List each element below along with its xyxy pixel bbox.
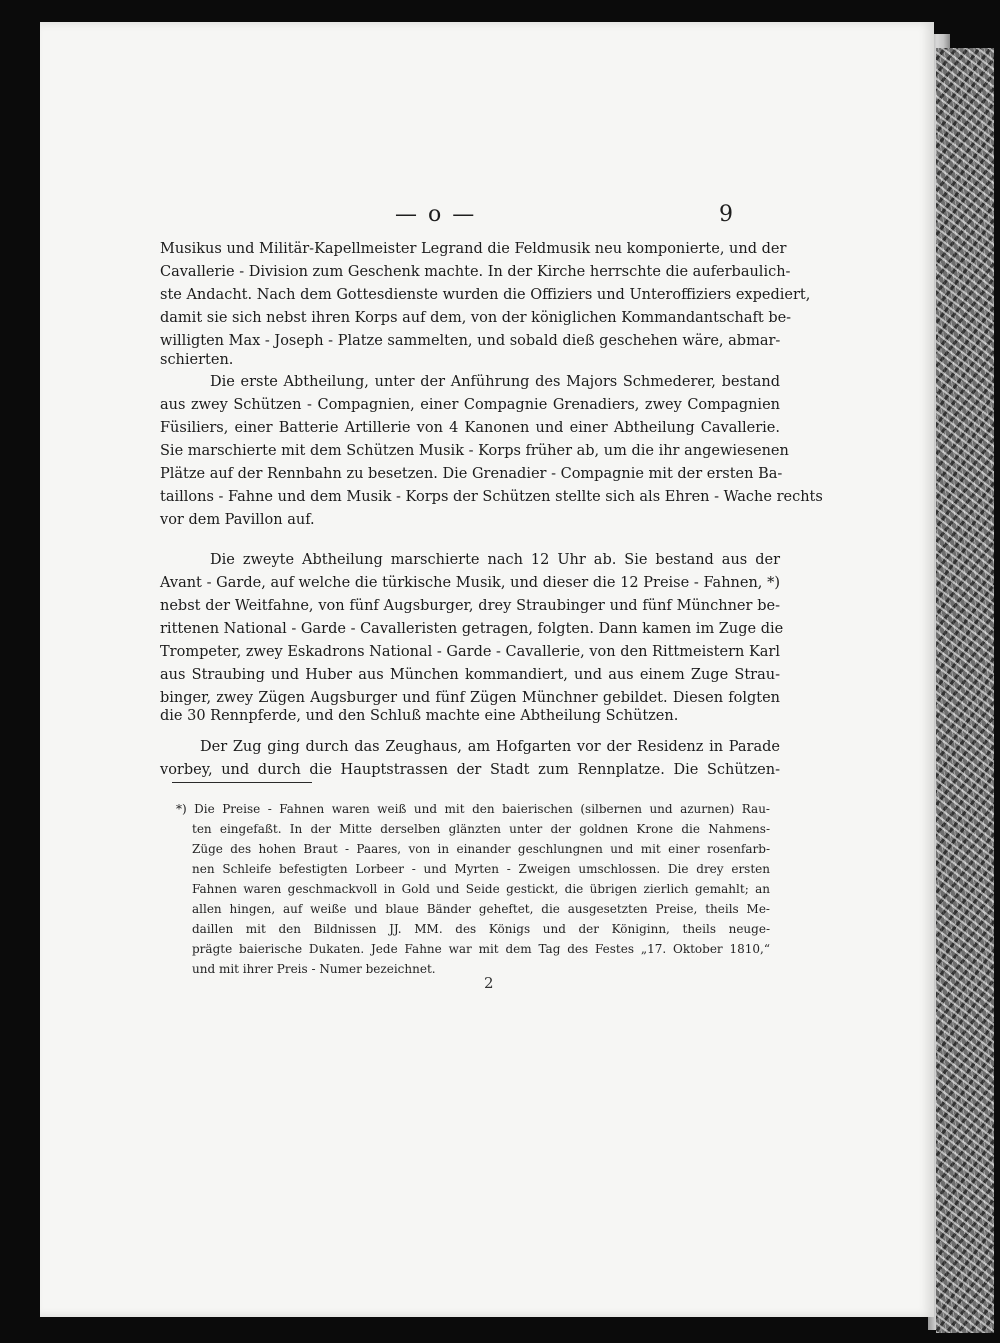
text-line: die 30 Rennpferde, und den Schluß machte eine Abtheilung Schützen. <box>160 708 679 724</box>
text-line: Avant - Garde, auf welche die türkische Musik, und dieser die 12 Preise - Fahnen, *) <box>160 575 780 591</box>
footnote-line: *) Die Preise - Fahnen waren weiß und mit den baierischen (silbernen und azurnen) Rau- <box>176 802 770 816</box>
text-line: ste Andacht. Nach dem Gottesdienste wurden die Offiziers und Unteroffiziers expediert, <box>160 287 811 303</box>
text-line: rittenen National - Garde - Cavalleristen getragen, folgten. Dann kamen im Zuge die <box>160 621 784 637</box>
text-line: Plätze auf der Rennbahn zu besetzen. Die Grenadier - Compagnie mit der ersten Ba- <box>160 466 783 482</box>
page-number: 9 <box>719 202 733 227</box>
text-line: Sie marschierte mit dem Schützen Musik - Korps früher ab, um die ihr angewiesenen <box>160 443 789 459</box>
footnote-line: Züge des hohen Braut - Paares, von in einander geschlungnen und mit einer rosenfarb- <box>192 842 770 856</box>
text-line: vor dem Pavillon auf. <box>160 512 315 528</box>
text-line: Die zweyte Abtheilung marschierte nach 12 Uhr ab. Sie bestand aus der <box>210 552 780 568</box>
text-line: aus Straubing und Huber aus München kommandiert, und aus einem Zuge Strau- <box>160 667 780 683</box>
text-line: Cavallerie - Division zum Geschenk machte. In der Kirche herrschte die auferbaulich- <box>160 264 791 280</box>
text-line: aus zwey Schützen - Compagnien, einer Compagnie Grenadiers, zwey Compagnien <box>160 397 780 413</box>
footnote-line: ten eingefaßt. In der Mitte derselben glänzten unter der goldnen Krone die Nahmens- <box>192 822 770 836</box>
text-line: Der Zug ging durch das Zeughaus, am Hofgarten vor der Residenz in Parade <box>200 739 780 755</box>
footnote-line: und mit ihrer Preis - Numer bezeichnet. <box>192 962 436 976</box>
running-header <box>40 202 934 236</box>
text-line: Musikus und Militär-Kapellmeister Legrand die Feldmusik neu komponierte, und der <box>160 241 787 257</box>
text-line: Die erste Abtheilung, unter der Anführung des Majors Schmederer, bestand <box>210 374 780 390</box>
footnote-line: daillen mit den Bildnissen JJ. MM. des Königs und der Königinn, theils neuge- <box>192 922 770 936</box>
text-line: willigten Max - Joseph - Platze sammelten, und sobald dieß geschehen wäre, abmar- <box>160 333 781 349</box>
text-line: nebst der Weitfahne, von fünf Augsburger, drey Straubinger und fünf Münchner be- <box>160 598 780 614</box>
footnote-line: allen hingen, auf weiße und blaue Bänder geheftet, die ausgesetzten Preise, theils Me- <box>192 902 770 916</box>
footnote-line: nen Schleife befestigten Lorbeer - und Myrten - Zweigen umschlossen. Die drey ersten <box>192 862 770 876</box>
text-line: taillons - Fahne und dem Musik - Korps der Schützen stellte sich als Ehren - Wache rechts <box>160 489 823 505</box>
book-page <box>40 22 934 1317</box>
text-line: damit sie sich nebst ihren Korps auf dem, von der königlichen Kommandantschaft be- <box>160 310 792 326</box>
text-line: binger, zwey Zügen Augsburger und fünf Zügen Münchner gebildet. Diesen folgten <box>160 690 780 706</box>
footnote-line: Fahnen waren geschmackvoll in Gold und Seide gestickt, die übrigen zierlich gemahlt; an <box>192 882 770 896</box>
text-line: schierten. <box>160 352 234 368</box>
text-line: Füsiliers, einer Batterie Artillerie von 4 Kanonen und einer Abtheilung Cavallerie. <box>160 420 780 436</box>
footnote-line: prägte baierische Dukaten. Jede Fahne war mit dem Tag des Festes „17. Oktober 1810,“ <box>192 942 770 956</box>
printer-signature-mark: 2 <box>484 974 494 992</box>
text-line: Trompeter, zwey Eskadrons National - Garde - Cavallerie, von den Rittmeistern Karl <box>160 644 780 660</box>
text-line: vorbey, und durch die Hauptstrassen der Stadt zum Rennplatze. Die Schützen- <box>160 762 780 778</box>
header-ornament: — o — <box>395 202 477 227</box>
marbled-cover-board <box>936 48 994 1333</box>
